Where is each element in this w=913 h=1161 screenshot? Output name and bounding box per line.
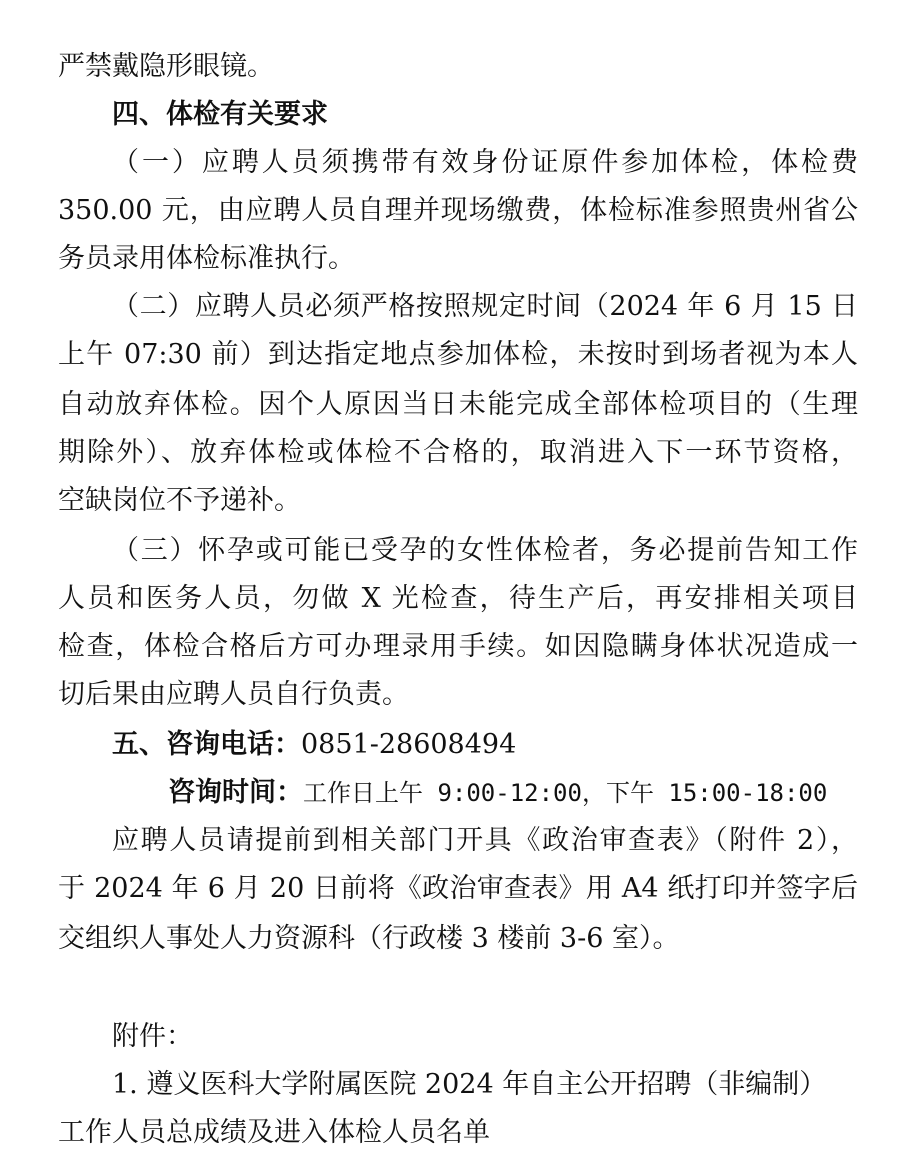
- paragraph-line: 切后果由应聘人员自行负责。: [58, 679, 409, 710]
- section-heading-4: 四、体检有关要求: [112, 99, 328, 130]
- paragraph-line: （三）怀孕或可能已受孕的女性体检者，务必提前告知工作: [112, 535, 858, 566]
- consult-time-heading: 咨询时间：: [168, 777, 303, 808]
- paragraph-line: 人员和医务人员，勿做 X 光检查，待生产后，再安排相关项目: [58, 583, 858, 614]
- consult-time-value: 工作日上午 9:00-12:00，下午 15:00-18:00: [303, 779, 828, 807]
- paragraph-line: （二）应聘人员必须严格按照规定时间（2024 年 6 月 15 日: [112, 291, 858, 322]
- paragraph-line: （一）应聘人员须携带有效身份证原件参加体检，体检费: [112, 147, 858, 178]
- attachment-label: 附件：: [112, 1021, 193, 1052]
- attachment-item-1: 1. 遵义医科大学附属医院 2024 年自主公开招聘（非编制）: [112, 1069, 827, 1100]
- section-heading-5: 五、咨询电话：: [112, 729, 301, 760]
- consult-phone-line: [112, 728, 858, 762]
- paragraph-line: 上午 07:30 前）到达指定地点参加体检，未按时到场者视为本人: [58, 339, 858, 370]
- paragraph-line: 务员录用体检标准执行。: [58, 243, 355, 274]
- paragraph-line: 检查，体检合格后方可办理录用手续。如因隐瞒身体状况造成一: [58, 631, 858, 662]
- paragraph-line: 自动放弃体检。因个人原因当日未能完成全部体检项目的（生理: [58, 389, 858, 420]
- text-line: 严禁戴隐形眼镜。: [58, 51, 274, 82]
- paragraph-line: 应聘人员请提前到相关部门开具《政治审查表》（附件 2），: [112, 825, 858, 856]
- consult-time-line: [168, 776, 858, 810]
- paragraph-line: 期除外）、放弃体检或体检不合格的，取消进入下一环节资格，: [58, 437, 858, 468]
- consult-phone-number: 0851-28608494: [301, 729, 517, 760]
- attachment-item-1-cont: 工作人员总成绩及进入体检人员名单: [58, 1117, 490, 1148]
- paragraph-line: 于 2024 年 6 月 20 日前将《政治审查表》用 A4 纸打印并签字后: [58, 873, 858, 904]
- paragraph-line: 空缺岗位不予递补。: [58, 485, 301, 516]
- paragraph-line: 350.00 元，由应聘人员自理并现场缴费，体检标准参照贵州省公: [58, 195, 858, 226]
- paragraph-line: 交组织人事处人力资源科（行政楼 3 楼前 3-6 室）。: [58, 923, 680, 954]
